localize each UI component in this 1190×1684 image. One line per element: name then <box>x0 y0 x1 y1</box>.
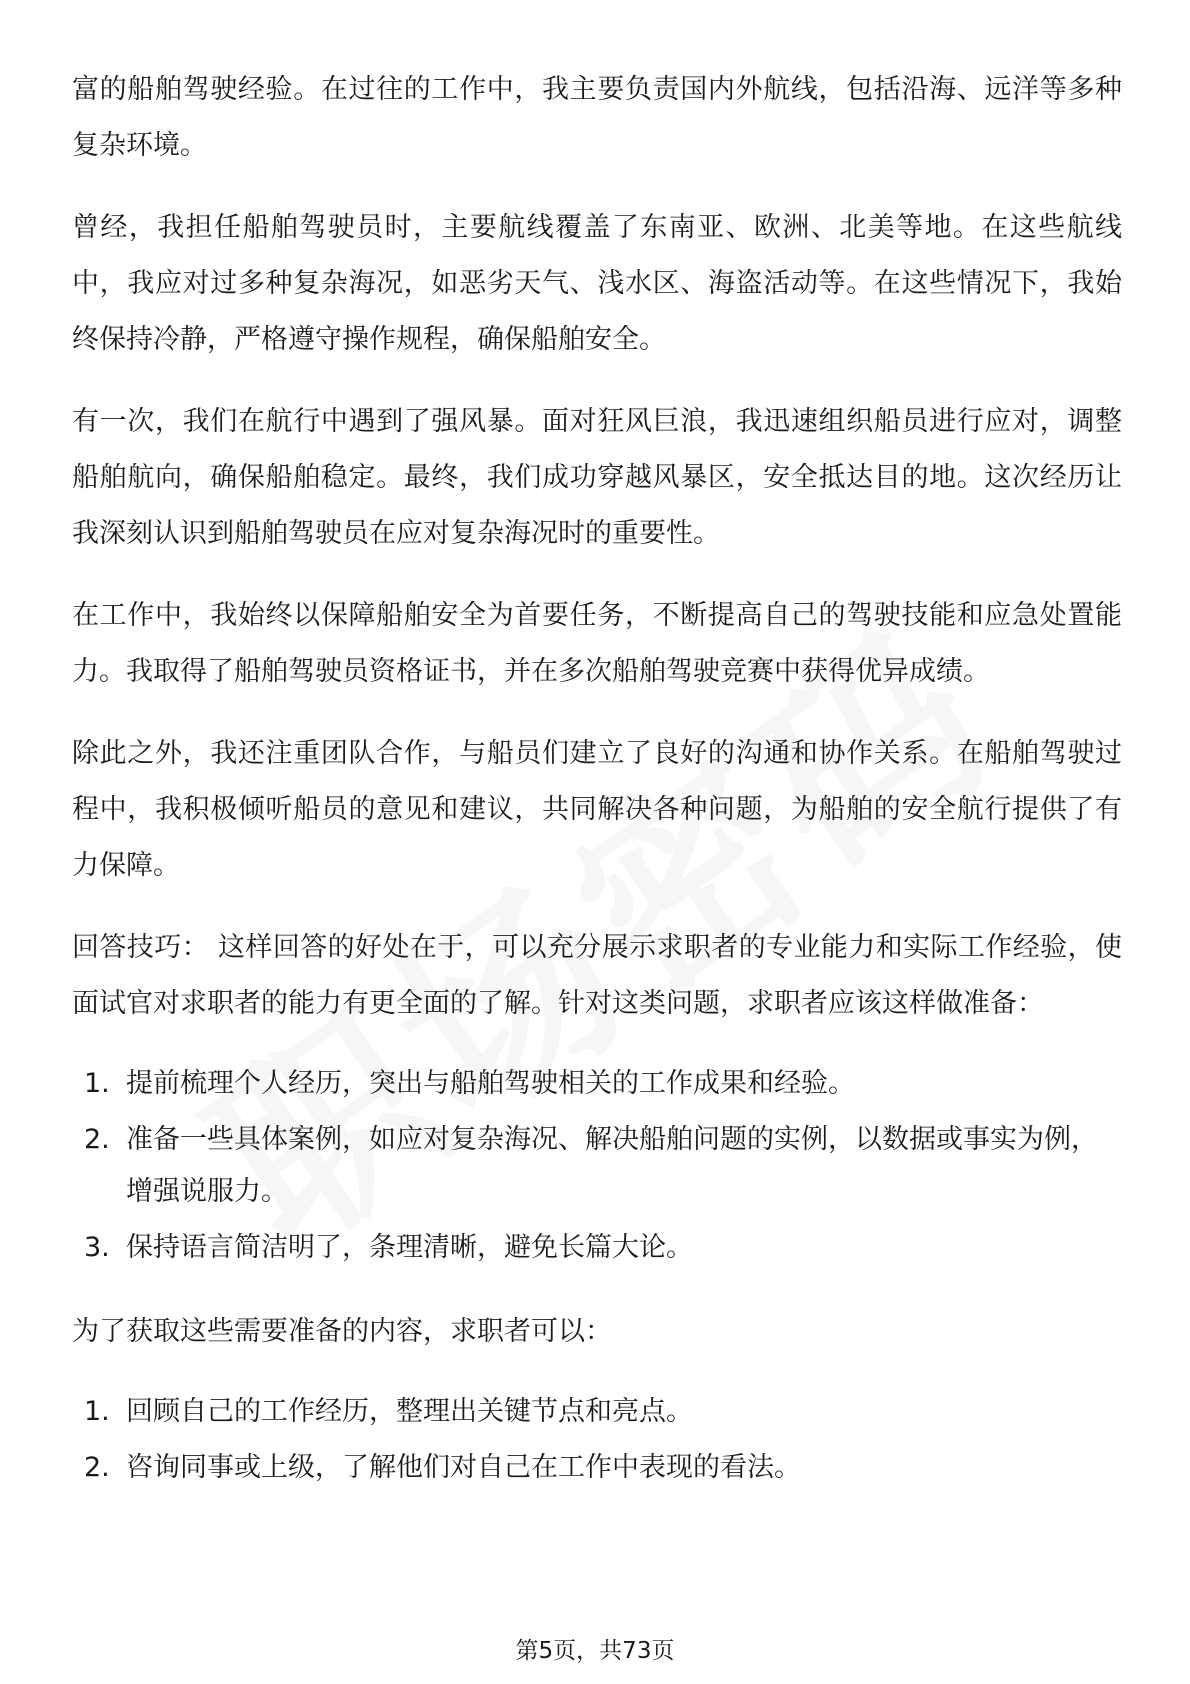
list-item-text: 回顾自己的工作经历，整理出关键节点和亮点。 <box>126 1396 693 1427</box>
paragraph: 富的船舶驾驶经验。在过往的工作中，我主要负责国内外航线，包括沿海、远洋等多种复杂环境。 <box>72 74 1122 161</box>
list-item <box>72 1222 1122 1274</box>
list-number: 2. <box>84 1124 110 1155</box>
paragraph: 在工作中，我始终以保障船舶安全为首要任务，不断提高自己的驾驶技能和应急处置能力。我取得了船舶驾驶员资格证书，并在多次船舶驾驶竞赛中获得优异成绩。 <box>72 600 1122 687</box>
list-item-text: 提前梳理个人经历，突出与船舶驾驶相关的工作成果和经验。 <box>126 1068 855 1099</box>
list-item-text: 咨询同事或上级，了解他们对自己在工作中表现的看法。 <box>126 1452 801 1483</box>
method-list <box>72 1386 1122 1494</box>
list-item-text: 保持语言简洁明了，条理清晰，避免长篇大论。 <box>126 1232 693 1263</box>
paragraph: 曾经，我担任船舶驾驶员时，主要航线覆盖了东南亚、欧洲、北美等地。在这些航线中，我应对过多种复杂海况，如恶劣天气、浅水区、海盗活动等。在这些情况下，我始终保持冷静，严格遵守操作规程，确保船舶安全。 <box>72 212 1122 355</box>
list-item <box>72 1386 1122 1438</box>
list-item <box>72 1114 1122 1218</box>
list-number: 3. <box>84 1232 110 1263</box>
list-item <box>72 1442 1122 1494</box>
preparation-list <box>72 1058 1122 1274</box>
page-footer: 第5页，共73页 <box>515 1638 675 1664</box>
paragraph: 有一次，我们在航行中遇到了强风暴。面对狂风巨浪，我迅速组织船员进行应对，调整船舶航向，确保船舶稳定。最终，我们成功穿越风暴区，安全抵达目的地。这次经历让我深刻认识到船舶驾驶员在应对复杂海况时的重要性。 <box>72 406 1122 549</box>
list-number: 1. <box>84 1396 110 1427</box>
page-content <box>72 62 1122 1524</box>
paragraph: 除此之外，我还注重团队合作，与船员们建立了良好的沟通和协作关系。在船舶驾驶过程中，我积极倾听船员的意见和建议，共同解决各种问题，为船舶的安全航行提供了有力保障。 <box>72 738 1122 881</box>
answer-tips-paragraph: 回答技巧： 这样回答的好处在于，可以充分展示求职者的专业能力和实际工作经验，使面试官对求职者的能力有更全面的了解。针对这类问题，求职者应该这样做准备： <box>72 932 1122 1019</box>
list-item-text: 准备一些具体案例，如应对复杂海况、解决船舶问题的实例，以数据或事实为例，增强说服力。 <box>126 1124 1098 1207</box>
list-number: 2. <box>84 1452 110 1483</box>
paragraph: 为了获取这些需要准备的内容，求职者可以： <box>72 1316 612 1347</box>
list-number: 1. <box>84 1068 110 1099</box>
list-item <box>72 1058 1122 1110</box>
